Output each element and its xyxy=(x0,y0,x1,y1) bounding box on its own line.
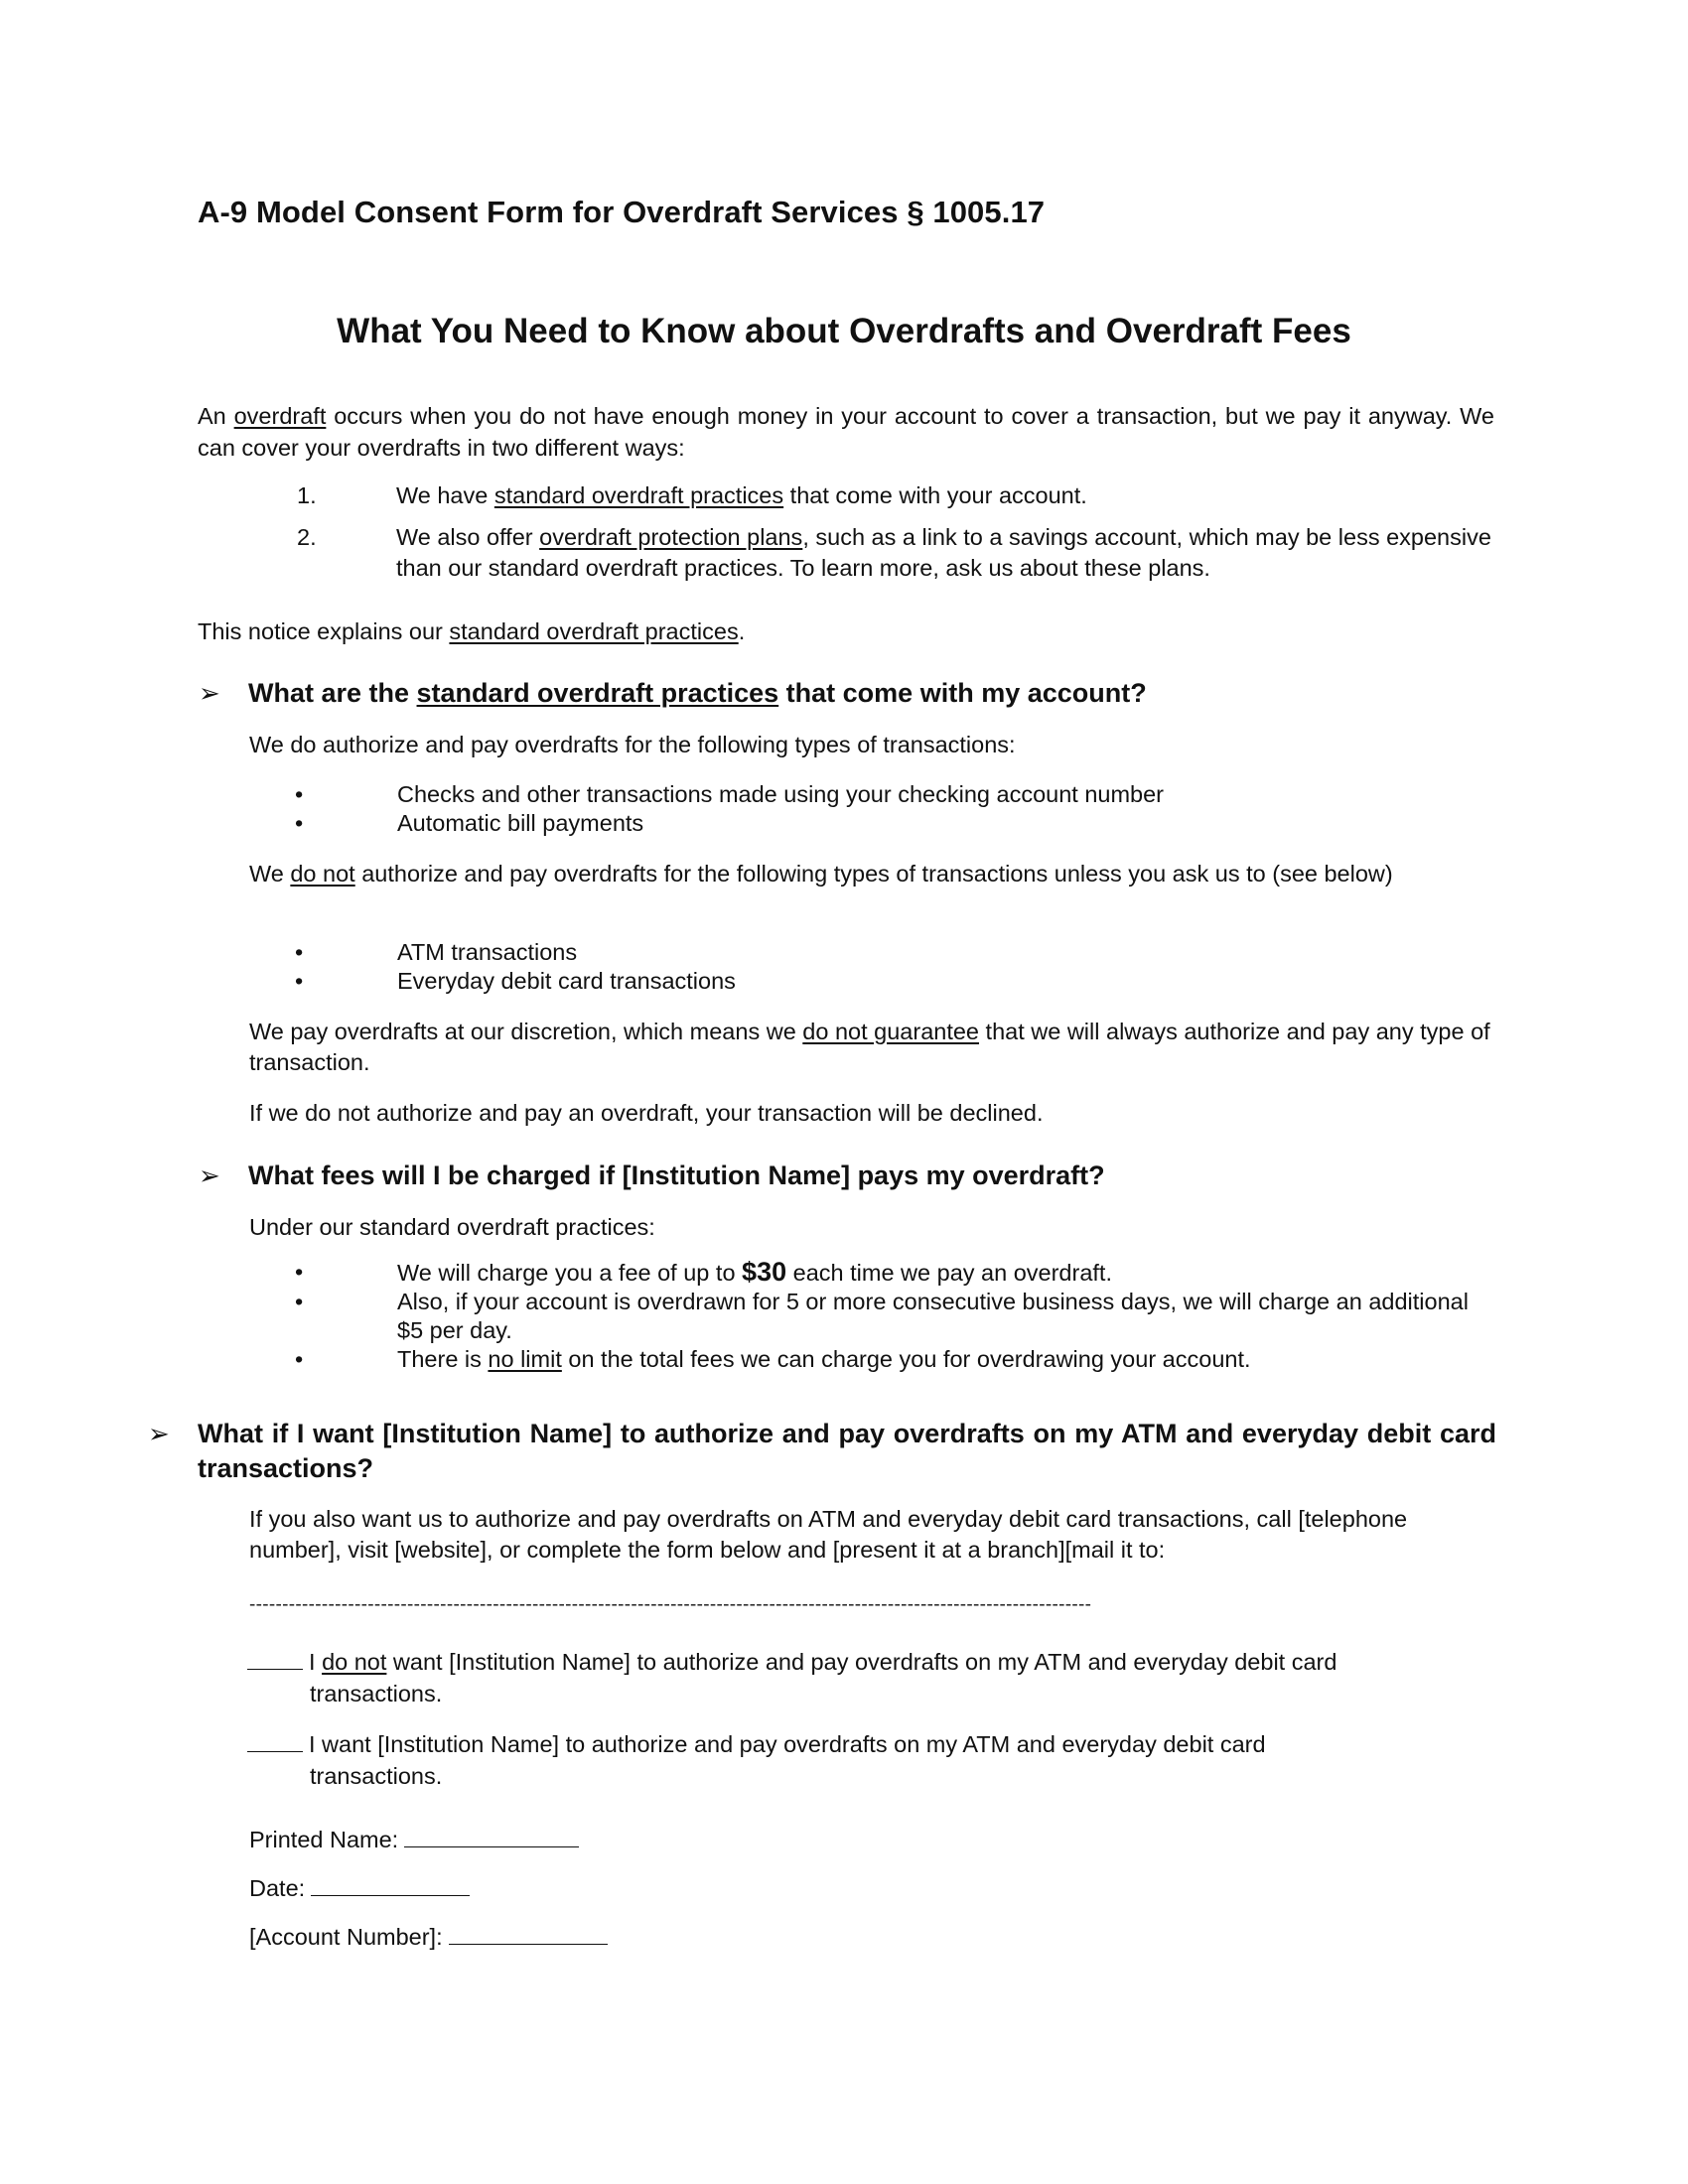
no-limit-term: no limit xyxy=(488,1346,562,1372)
list-item xyxy=(295,938,1498,967)
fees-intro-paragraph: Under our standard overdraft practices: xyxy=(249,1214,655,1240)
intro-post: occurs when you do not have enough money in your account to cover a transaction, but we pay it anyway. We can cover your overdrafts in two different ways: xyxy=(198,403,1494,461)
printed-name-field xyxy=(249,1825,579,1855)
account-number-input-line[interactable] xyxy=(449,1922,608,1945)
date-label: Date: xyxy=(249,1875,306,1901)
do-pay-list xyxy=(295,780,1498,838)
bullet-icon: • xyxy=(295,939,304,965)
standard-practices-term: standard overdraft practices xyxy=(493,482,784,508)
do-not-pay-paragraph xyxy=(249,859,1496,889)
discretion-paragraph xyxy=(249,1017,1496,1078)
date-field xyxy=(249,1873,470,1904)
item-text: Also, if your account is overdrawn for 5 or more consecutive business days, we will charge an additional $5 per day. xyxy=(397,1289,1469,1343)
opt-in-choice xyxy=(247,1728,1496,1792)
question-text: What if I want [Institution Name] to authorize and pay overdrafts on my ATM and everyday debit card transactions? xyxy=(198,1419,1496,1483)
para-text: authorize and pay overdrafts for the following types of transactions unless you ask us to (see below) xyxy=(354,861,1393,887)
document-title: A-9 Model Consent Form for Overdraft Services § 1005.17 xyxy=(198,195,1046,229)
arrow-bullet-icon: ➢ xyxy=(199,1160,220,1190)
para-text: that we will always authorize and pay any type of transaction. xyxy=(249,1019,1490,1075)
main-heading: What You Need to Know about Overdrafts and Overdraft Fees xyxy=(337,312,1351,350)
arrow-bullet-icon: ➢ xyxy=(148,1419,170,1448)
opt-out-choice xyxy=(247,1646,1496,1709)
list-item xyxy=(295,1345,1498,1374)
choice-continuation: transactions. xyxy=(310,1681,443,1706)
fee-amount: $30 xyxy=(742,1257,787,1287)
question-fees xyxy=(199,1159,1105,1193)
intro-paragraph xyxy=(198,400,1494,464)
item-text: There is xyxy=(397,1346,489,1372)
item-text: that come with your account. xyxy=(783,482,1087,508)
list-item xyxy=(295,967,1498,996)
bullet-icon: • xyxy=(295,1289,304,1314)
bullet-icon: • xyxy=(295,781,304,807)
form-divider: -------------------------------------------------------------------------------------------------------------------------------- xyxy=(249,1594,1092,1615)
list-item xyxy=(295,780,1498,809)
bullet-icon: • xyxy=(295,1259,304,1285)
list-number: 2. xyxy=(297,524,317,550)
choice-text: want [Institution Name] to authorize and pay overdrafts on my ATM and everyday debit card xyxy=(386,1649,1337,1675)
notice-post: . xyxy=(738,618,746,644)
do-pay-paragraph: We do authorize and pay overdrafts for the following types of transactions: xyxy=(249,732,1016,757)
question-opt-in xyxy=(148,1417,1496,1486)
protection-plans-term: overdraft protection plans xyxy=(539,524,803,550)
item-text: Automatic bill payments xyxy=(397,810,644,836)
do-not-guarantee-term: do not guarantee xyxy=(802,1019,980,1044)
date-input-line[interactable] xyxy=(311,1873,470,1896)
item-text: , such as a link to a savings account, which may be less expensive than our standard overdraft practices. To learn more, ask us about these plans. xyxy=(396,524,1491,581)
item-text: We will charge you a fee of up to xyxy=(397,1260,743,1286)
question-text: What fees will I be charged if [Institution Name] pays my overdraft? xyxy=(248,1160,1105,1190)
item-text: on the total fees we can charge you for overdrawing your account. xyxy=(561,1346,1251,1372)
account-number-label: [Account Number]: xyxy=(249,1924,443,1950)
arrow-bullet-icon: ➢ xyxy=(199,678,220,708)
question-standard-practices xyxy=(199,676,1147,711)
opt-out-checkbox-line[interactable] xyxy=(247,1647,303,1670)
list-item xyxy=(295,1288,1498,1345)
question-text: that come with my account? xyxy=(778,678,1147,708)
choice-text: I xyxy=(309,1649,323,1675)
list-item xyxy=(295,809,1498,838)
bullet-icon: • xyxy=(295,1346,304,1372)
notice-paragraph xyxy=(198,615,745,647)
bullet-icon: • xyxy=(295,810,304,836)
opt-in-checkbox-line[interactable] xyxy=(247,1729,303,1752)
printed-name-input-line[interactable] xyxy=(404,1825,579,1847)
list-item xyxy=(198,480,1498,511)
overdraft-ways-list xyxy=(198,480,1498,595)
item-text: Everyday debit card transactions xyxy=(397,968,736,994)
account-number-field xyxy=(249,1922,608,1953)
intro-pre: An xyxy=(198,403,234,429)
para-text: We xyxy=(249,861,291,887)
item-text: ATM transactions xyxy=(397,939,578,965)
do-not-pay-list xyxy=(295,938,1498,996)
item-text: We have xyxy=(396,482,494,508)
standard-practices-term: standard overdraft practices xyxy=(449,618,739,644)
choice-text: I want [Institution Name] to authorize and pay overdrafts on my ATM and everyday debit card xyxy=(309,1731,1266,1757)
list-item xyxy=(198,522,1498,584)
question-text: What are the xyxy=(248,678,417,708)
item-text: each time we pay an overdraft. xyxy=(786,1260,1112,1286)
do-not-term: do not xyxy=(322,1649,387,1675)
standard-practices-term: standard overdraft practices xyxy=(416,678,779,708)
printed-name-label: Printed Name: xyxy=(249,1827,399,1852)
item-text: We also offer xyxy=(396,524,540,550)
overdraft-term: overdraft xyxy=(233,403,327,429)
list-number: 1. xyxy=(297,482,317,508)
item-text: Checks and other transactions made using your checking account number xyxy=(397,781,1165,807)
opt-in-instructions: If you also want us to authorize and pay overdrafts on ATM and everyday debit card transactions, call [telephone number], visit [website], or complete the form below and [present it at a branch][mail it to: xyxy=(249,1506,1408,1563)
do-not-term: do not xyxy=(290,861,355,887)
para-text: We pay overdrafts at our discretion, which means we xyxy=(249,1019,803,1044)
fees-list xyxy=(295,1258,1498,1374)
declined-paragraph: If we do not authorize and pay an overdraft, your transaction will be declined. xyxy=(249,1100,1044,1126)
notice-pre: This notice explains our xyxy=(198,618,450,644)
choice-continuation: transactions. xyxy=(310,1763,443,1789)
list-item xyxy=(295,1258,1498,1288)
bullet-icon: • xyxy=(295,968,304,994)
